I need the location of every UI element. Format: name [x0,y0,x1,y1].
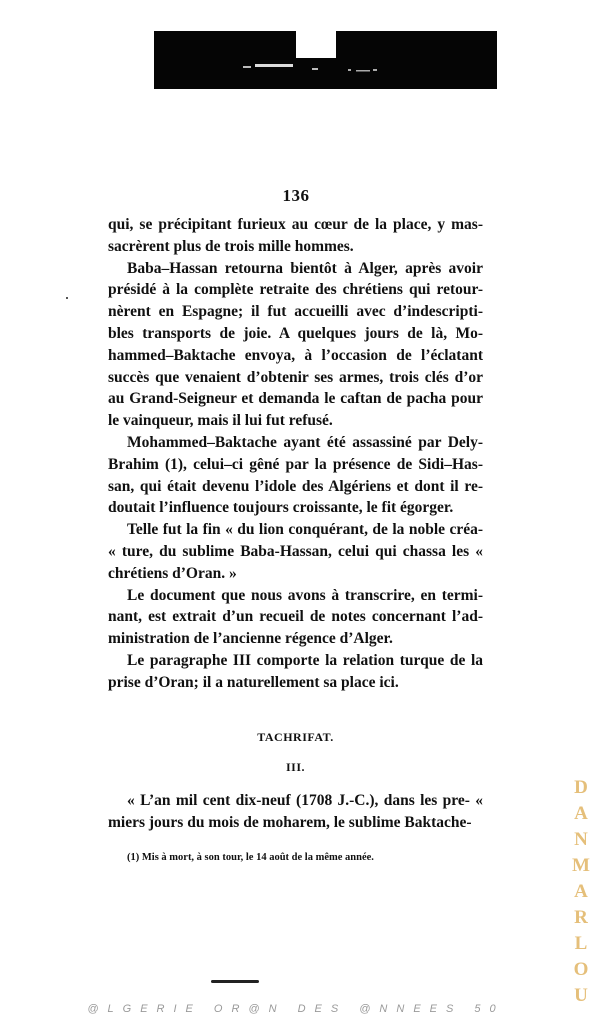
bottom-watermark: @LGERIE OR@N DES @NNEES 50 [87,1003,505,1015]
paragraph-6 [108,650,483,694]
text-line: Le paragraphe III comporte la relation turque de la [127,651,483,669]
document-excerpt [108,790,483,834]
text-line: succès que venaient d’obtenir ses armes, trois clés d’or [108,368,483,386]
text-line: doutait l’influence toujours croissante, le fit égorger. [108,499,454,517]
text-line: prise d’Oran; il a naturellement sa place ici. [108,673,399,691]
section-subheading: III. [285,760,305,774]
band-specks [154,31,497,89]
text-line: le vainqueur, mais il lui fut refusé. [108,412,333,430]
text-line: Mohammed–Baktache ayant été assassiné par Dely- [127,433,483,451]
paragraph-2 [108,258,483,432]
text-line: qui, se précipitant furieux au cœur de la place, y mas- [108,216,483,233]
text-line: nèrent en Espagne; il fut accueilli avec d’indescripti- [108,303,483,321]
text-line: « L’an mil cent dix-neuf (1708 J.-C.), dans les pre- [127,792,470,809]
text-line: Telle fut la fin « du lion conquérant, de la noble créa- [127,521,483,539]
text-line: hammed–Baktache envoya, à l’occasion de l’éclatant [108,346,483,364]
text-line: « chrétiens d’Oran. » [108,542,483,582]
text-line: san, qui était devenu l’idole des Algériens et dont il re- [108,477,483,495]
paragraph-1 [108,214,483,258]
paragraph-5 [108,585,483,650]
body-text [108,214,483,694]
text-line: Le document que nous avons à transcrire, en termi- [127,586,483,604]
side-watermark: D A N M A R L O U [572,777,590,1006]
document-paragraph [108,790,483,834]
text-line: « miers jours du mois de moharem, le sublime Baktache- [108,792,483,831]
paragraph-3 [108,432,483,519]
bottom-dash [211,980,259,983]
text-line: Brahim (1), celui–ci gêné par la présence de Sidi–Has- [108,455,483,473]
text-line: au Grand-Seigneur et demanda le caftan de pacha pour [108,390,483,408]
section-heading: TACHRIFAT. [257,730,334,744]
margin-speck [66,297,68,299]
text-line: sacrèrent plus de trois mille hommes. [108,237,354,255]
footnote: (1) Mis à mort, à son tour, le 14 août de la même année. [127,852,374,863]
text-line: « ture, du sublime Baba-Hassan, celui qui chassa les [108,542,476,560]
text-line: ministration de l’ancienne régence d’Alger. [108,630,393,648]
text-line: présidé à la complète retraite des chrétiens qui retour- [108,281,483,299]
text-line: Baba–Hassan retourna bientôt à Alger, après avoir [127,259,483,277]
text-line: bles transports de joie. A quelques jours de là, Mo- [108,324,483,342]
text-line: nant, est extrait d’un recueil de notes concernant l’ad- [108,608,483,626]
page-number: 136 [282,186,310,205]
paragraph-4 [108,519,483,584]
